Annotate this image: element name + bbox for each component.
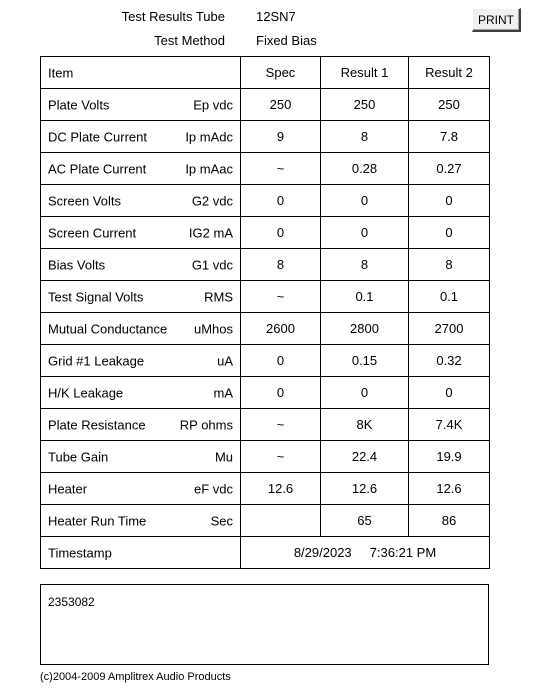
result-2-value: 0 bbox=[409, 377, 490, 409]
result-1-value: 12.6 bbox=[321, 473, 409, 505]
item-cell bbox=[41, 409, 241, 441]
item-name: H/K Leakage bbox=[48, 385, 124, 400]
item-name: Tube Gain bbox=[48, 449, 109, 464]
result-1-value: 65 bbox=[321, 505, 409, 537]
table-row bbox=[41, 281, 490, 313]
item-name: Plate Resistance bbox=[48, 417, 146, 432]
table-row bbox=[41, 345, 490, 377]
result-2-value: 0.27 bbox=[409, 153, 490, 185]
item-cell bbox=[41, 249, 241, 281]
item-unit: G1 vdc bbox=[191, 257, 233, 272]
table-row bbox=[41, 89, 490, 121]
item-name: Mutual Conductance bbox=[48, 321, 168, 336]
spec-value: 0 bbox=[241, 185, 321, 217]
column-header-result-1: Result 1 bbox=[321, 57, 409, 89]
spec-value: 2600 bbox=[241, 313, 321, 345]
item-unit: mA bbox=[213, 385, 233, 400]
item-name: Heater bbox=[48, 481, 88, 496]
table-row bbox=[41, 121, 490, 153]
print-button[interactable]: PRINT bbox=[472, 8, 521, 32]
tube-label: Test Results Tube bbox=[121, 9, 225, 24]
result-2-value: 250 bbox=[409, 89, 490, 121]
result-1-value: 8 bbox=[321, 121, 409, 153]
item-name: AC Plate Current bbox=[48, 161, 147, 176]
table-row bbox=[41, 473, 490, 505]
item-name: Screen Current bbox=[48, 225, 137, 240]
timestamp-row bbox=[41, 537, 490, 569]
spec-value: 0 bbox=[241, 377, 321, 409]
item-unit: uMhos bbox=[193, 321, 233, 336]
table-row bbox=[41, 153, 490, 185]
item-cell bbox=[41, 345, 241, 377]
result-2-value: 7.4K bbox=[409, 409, 490, 441]
table-row bbox=[41, 377, 490, 409]
item-unit: Ep vdc bbox=[193, 97, 233, 112]
timestamp-label: Timestamp bbox=[48, 545, 112, 560]
notes-text: 2353082 bbox=[48, 595, 95, 609]
item-unit: IG2 mA bbox=[188, 225, 233, 240]
item-cell bbox=[41, 121, 241, 153]
spec-value: ~ bbox=[241, 281, 321, 313]
results-table bbox=[40, 56, 490, 569]
result-2-value: 0.32 bbox=[409, 345, 490, 377]
result-1-value: 0 bbox=[321, 185, 409, 217]
table-row bbox=[41, 313, 490, 345]
column-header-item bbox=[41, 57, 241, 89]
item-unit: Ip mAdc bbox=[185, 129, 233, 144]
spec-value: ~ bbox=[241, 153, 321, 185]
result-1-value: 0.28 bbox=[321, 153, 409, 185]
item-unit: RP ohms bbox=[179, 417, 233, 432]
item-name: Test Signal Volts bbox=[48, 289, 144, 304]
result-1-value: 0.1 bbox=[321, 281, 409, 313]
spec-value: ~ bbox=[241, 409, 321, 441]
spec-value: 9 bbox=[241, 121, 321, 153]
spec-value: 8 bbox=[241, 249, 321, 281]
spec-value bbox=[241, 505, 321, 537]
item-unit: G2 vdc bbox=[191, 193, 233, 208]
result-2-value: 0 bbox=[409, 217, 490, 249]
result-1-value: 8 bbox=[321, 249, 409, 281]
timestamp-value-cell bbox=[241, 537, 490, 569]
item-cell bbox=[41, 313, 241, 345]
item-unit: Mu bbox=[214, 449, 233, 464]
result-2-value: 12.6 bbox=[409, 473, 490, 505]
result-1-value: 8K bbox=[321, 409, 409, 441]
item-unit: Ip mAac bbox=[185, 161, 233, 176]
result-2-value: 7.8 bbox=[409, 121, 490, 153]
result-2-value: 8 bbox=[409, 249, 490, 281]
item-cell bbox=[41, 217, 241, 249]
spec-value: ~ bbox=[241, 441, 321, 473]
spec-value: 12.6 bbox=[241, 473, 321, 505]
item-name: Grid #1 Leakage bbox=[48, 353, 145, 368]
item-unit: eF vdc bbox=[193, 481, 233, 496]
item-name: Heater Run Time bbox=[48, 513, 147, 528]
item-cell bbox=[41, 473, 241, 505]
item-name: Screen Volts bbox=[48, 193, 121, 208]
item-unit: RMS bbox=[204, 289, 233, 304]
tube-value: 12SN7 bbox=[256, 9, 296, 24]
column-header-result-2: Result 2 bbox=[409, 57, 490, 89]
result-2-value: 0 bbox=[409, 185, 490, 217]
method-value: Fixed Bias bbox=[256, 33, 317, 48]
column-header-spec: Spec bbox=[241, 57, 321, 89]
item-cell bbox=[41, 153, 241, 185]
spec-value: 0 bbox=[241, 217, 321, 249]
method-label: Test Method bbox=[154, 33, 225, 48]
spec-value: 0 bbox=[241, 345, 321, 377]
timestamp-date: 8/29/2023 bbox=[293, 545, 352, 560]
result-1-value: 0 bbox=[321, 217, 409, 249]
item-cell bbox=[41, 281, 241, 313]
result-2-value: 0.1 bbox=[409, 281, 490, 313]
item-name: Bias Volts bbox=[48, 257, 106, 272]
item-cell bbox=[41, 185, 241, 217]
item-cell bbox=[41, 441, 241, 473]
item-name: Plate Volts bbox=[48, 97, 110, 112]
item-name: DC Plate Current bbox=[48, 129, 147, 144]
spec-value: 250 bbox=[241, 89, 321, 121]
table-row bbox=[41, 185, 490, 217]
result-2-value: 2700 bbox=[409, 313, 490, 345]
timestamp-label-cell bbox=[41, 537, 241, 569]
table-row bbox=[41, 441, 490, 473]
notes-box bbox=[40, 584, 489, 665]
column-header-item-label: Item bbox=[48, 65, 74, 80]
item-cell bbox=[41, 89, 241, 121]
header-row bbox=[41, 57, 490, 89]
result-1-value: 22.4 bbox=[321, 441, 409, 473]
result-1-value: 250 bbox=[321, 89, 409, 121]
result-1-value: 0.15 bbox=[321, 345, 409, 377]
timestamp-time: 7:36:21 PM bbox=[369, 545, 437, 560]
item-cell bbox=[41, 377, 241, 409]
item-unit: Sec bbox=[210, 513, 233, 528]
result-2-value: 86 bbox=[409, 505, 490, 537]
table-row bbox=[41, 409, 490, 441]
item-cell bbox=[41, 505, 241, 537]
result-1-value: 2800 bbox=[321, 313, 409, 345]
item-unit: uA bbox=[217, 353, 233, 368]
copyright-text: (c)2004-2009 Amplitrex Audio Products bbox=[40, 671, 231, 683]
table-row bbox=[41, 249, 490, 281]
table-row bbox=[41, 217, 490, 249]
result-2-value: 19.9 bbox=[409, 441, 490, 473]
result-1-value: 0 bbox=[321, 377, 409, 409]
table-row bbox=[41, 505, 490, 537]
